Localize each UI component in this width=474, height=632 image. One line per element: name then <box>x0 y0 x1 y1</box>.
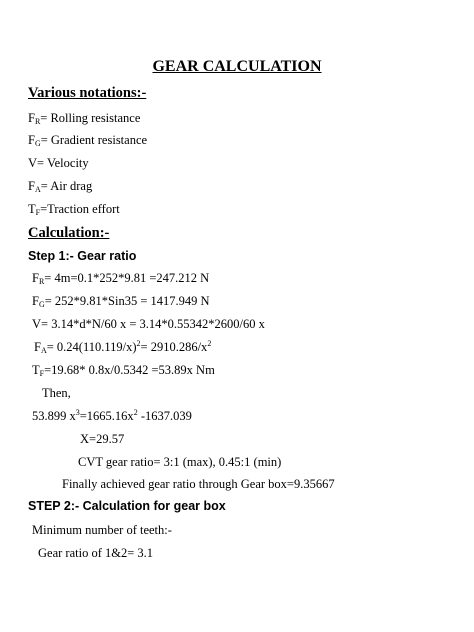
cvt-gear-ratio: CVT gear ratio= 3:1 (max), 0.45:1 (min) <box>78 455 282 469</box>
equation-fr: $F_R= 4m=0.1*252*9.81 =247.212$ N <box>32 271 210 286</box>
notation-rolling-resistance: $F_R=$ Rolling resistance <box>28 111 141 126</box>
x-result: X=29.57 <box>80 432 125 446</box>
step1-title: Step 1:- Gear ratio <box>28 249 137 263</box>
notation-traction-effort: $T_F=Traction$ effort <box>28 202 120 217</box>
equation-velocity: V= 3.14*d*N/60 x = 3.14*0.55342*2600/60 x <box>32 317 265 331</box>
equation-fg: $F_G= 252*9.81*Sin35 = 1417.949$ N <box>32 294 210 309</box>
notations-heading: Various notations:- <box>28 85 147 101</box>
gear-ratio-1-2: Gear ratio of 1&2= 3.1 <box>38 546 154 560</box>
min-teeth-label: Minimum number of teeth:- <box>32 523 172 537</box>
final-gear-ratio: Finally achieved gear ratio through Gear box=9.35667 <box>62 477 335 491</box>
notation-gradient-resistance: $F_G=$ Gradient resistance <box>28 133 148 148</box>
equation-fa: $F_A= 0.24(110.119/x)^2= 2910.286/x^2$ <box>34 339 212 355</box>
notation-velocity: V= Velocity <box>28 156 89 170</box>
then-label: Then, <box>42 386 71 400</box>
page-title: GEAR CALCULATION <box>152 58 322 75</box>
equation-cubic: 53.899 $x^3=1665.16x^2$ -1637.039 <box>32 408 192 423</box>
equation-tf: $T_F=19.68*$ 0.8x/0.5342 =53.89x Nm <box>32 363 215 378</box>
step2-title: STEP 2:- Calculation for gear box <box>28 499 226 513</box>
calculation-heading: Calculation:- <box>28 225 110 241</box>
notation-air-drag: $F_A=$ Air drag <box>28 179 93 194</box>
